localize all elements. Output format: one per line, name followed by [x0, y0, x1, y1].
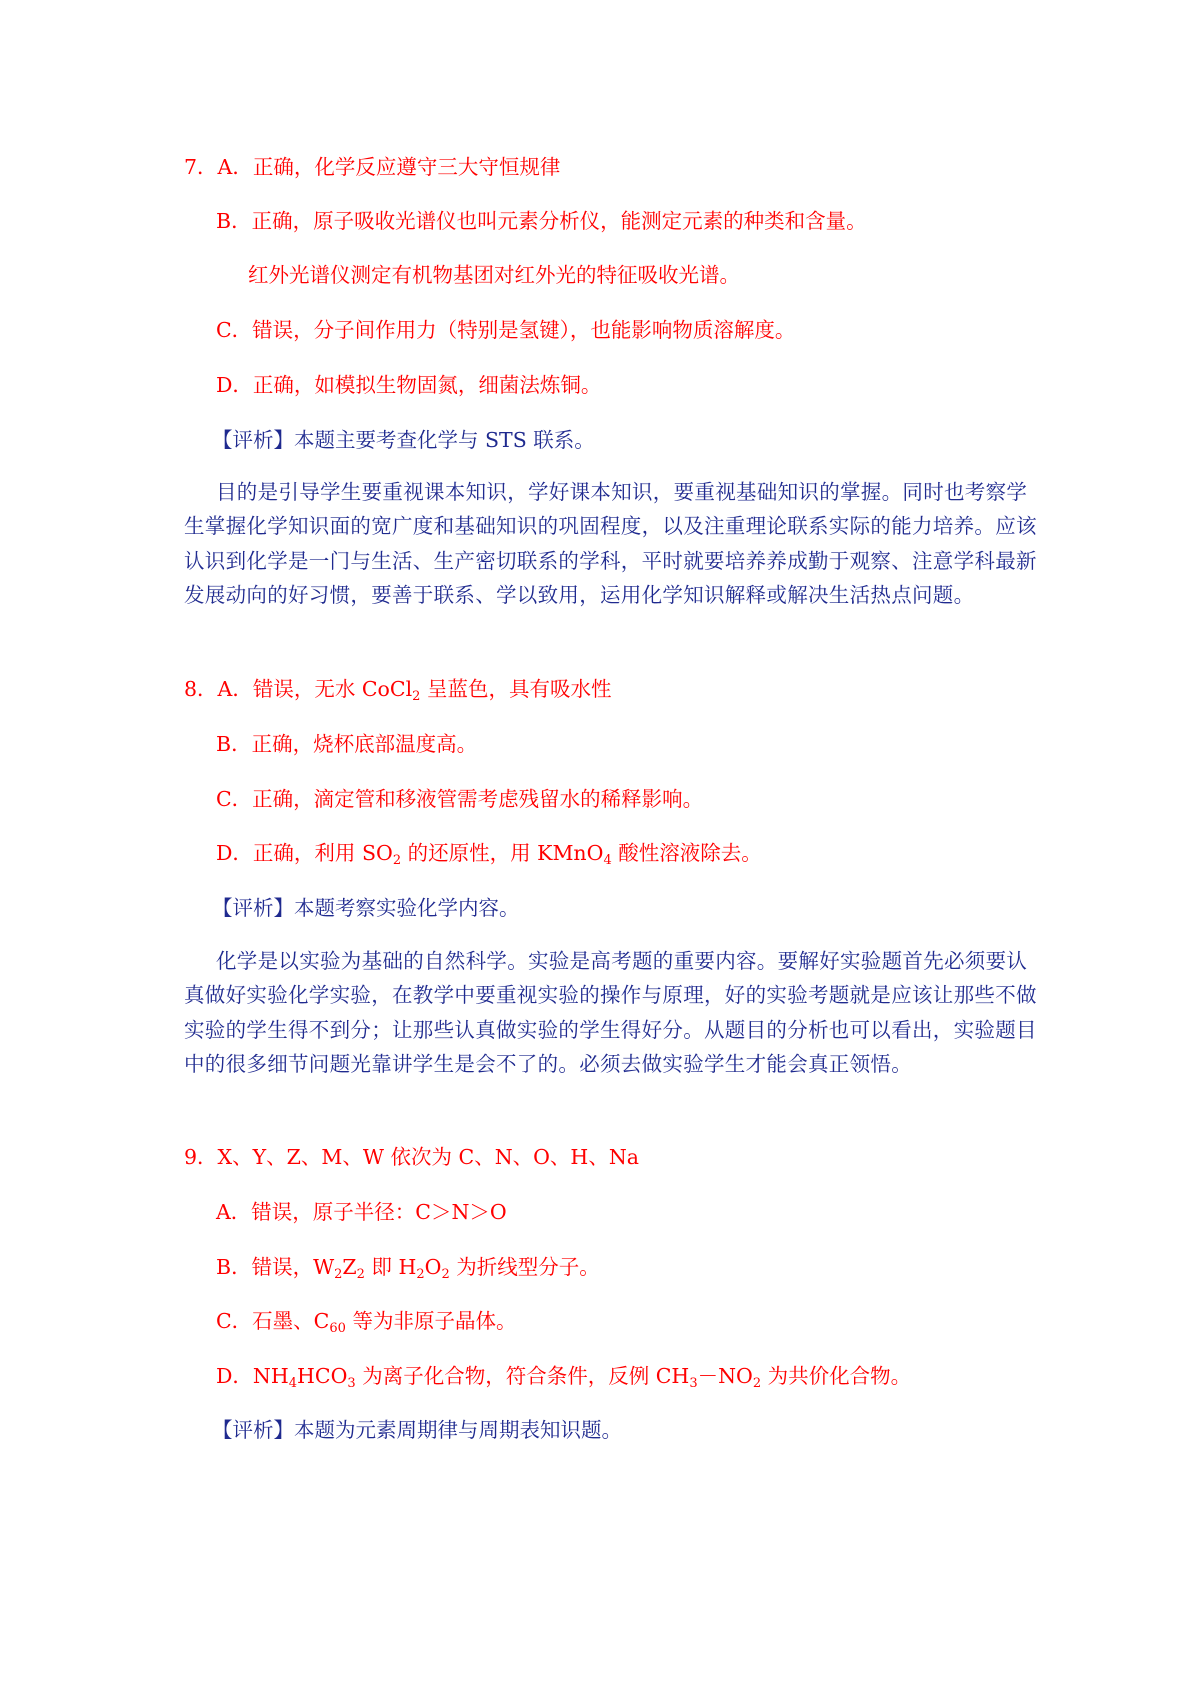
- q8-d-text-2: 的还原性，用 KMnO: [401, 841, 604, 865]
- q9-b-sub-1: 2: [334, 1267, 343, 1282]
- q7-analysis-title: 【评析】本题主要考查化学与 STS 联系。: [212, 428, 595, 452]
- q7-option-b-extra: 红外光谱仪测定有机物基团对红外光的特征吸收光谱。: [248, 263, 740, 287]
- q9-c-text-1: C．石墨、C: [216, 1309, 330, 1333]
- q7-analysis-body: 目的是引导学生要重视课本知识，学好课本知识，要重视基础知识的掌握。同时也考察学生掌握化学知识面的宽广度和基础知识的巩固程度，以及注重理论联系实际的能力培养。应该认识到化学是一门与生活、生产密切联系的学科，平时就要培养养成勤于观察、注意学科最新发展动向的好习惯，要善于联系、学以致用，运用化学知识解释或解决生活热点问题。: [184, 480, 1037, 608]
- q9-c-text-2: 等为非原子晶体。: [345, 1309, 517, 1333]
- q9-d-sub-1: 4: [288, 1376, 298, 1391]
- q8-a-text: 8．A．错误，无水 CoCl: [184, 677, 413, 701]
- q9-d-text-1: D．NH: [216, 1364, 289, 1388]
- q9-b-text-1: B．错误，W: [216, 1255, 335, 1279]
- q9-d-text-4: －NO: [697, 1364, 753, 1388]
- q8-option-b: B．正确，烧杯底部温度高。: [216, 732, 478, 756]
- q9-option-d: [216, 1363, 911, 1389]
- q7-option-b: B．正确，原子吸收光谱仪也叫元素分析仪，能测定元素的种类和含量。: [216, 209, 867, 233]
- q7-option-c: C．错误，分子间作用力（特别是氢键），也能影响物质溶解度。: [216, 318, 796, 342]
- q8-d-sub-1: 2: [392, 853, 402, 868]
- q7-option-d: D．正确，如模拟生物固氮，细菌法炼铜。: [216, 373, 602, 397]
- q8-option-d: [216, 840, 762, 866]
- q9-b-text-3: 即 H: [364, 1255, 417, 1279]
- q8-analysis-title: 【评析】本题考察实验化学内容。: [212, 896, 520, 920]
- q9-b-sub-4: 2: [441, 1267, 450, 1282]
- q9-d-text-2: HCO: [297, 1364, 348, 1388]
- q8-option-c: C．正确，滴定管和移液管需考虑残留水的稀释影响。: [216, 787, 704, 811]
- q9-d-text-3: 为离子化合物，符合条件，反例 CH: [355, 1364, 690, 1388]
- q9-option-b: [216, 1254, 600, 1280]
- q9-intro: 9．X、Y、Z、M、W 依次为 C、N、O、H、Na: [184, 1145, 639, 1169]
- q8-a-sub: 2: [412, 689, 421, 704]
- q9-b-text-4: O: [424, 1255, 442, 1279]
- q9-analysis-title: 【评析】本题为元素周期律与周期表知识题。: [212, 1418, 622, 1442]
- q9-b-text-5: 为折线型分子。: [449, 1255, 600, 1279]
- q9-c-sub-1: 60: [329, 1321, 346, 1336]
- q8-analysis-body: 化学是以实验为基础的自然科学。实验是高考题的重要内容。要解好实验题首先必须要认真做好实验化学实验，在教学中要重视实验的操作与原理，好的实验考题就是应该让那些不做实验的学生得不到分；让那些认真做实验的学生得好分。从题目的分析也可以看出，实验题目中的很多细节问题光靠讲学生是会不了的。必须去做实验学生才能会真正领悟。: [184, 949, 1037, 1077]
- q9-d-sub-4: 2: [752, 1376, 762, 1391]
- q9-option-c: [216, 1308, 516, 1334]
- q8-d-sub-2: 4: [603, 853, 612, 868]
- q7-option-a: 7．A．正确，化学反应遵守三大守恒规律: [184, 155, 561, 179]
- q9-d-text-5: 为共价化合物。: [761, 1364, 912, 1388]
- q8-d-text-1: D．正确，利用 SO: [216, 841, 393, 865]
- q9-b-sub-2: 2: [356, 1267, 365, 1282]
- q8-option-a: [184, 676, 611, 702]
- q9-b-sub-3: 2: [416, 1267, 425, 1282]
- q9-d-sub-3: 3: [689, 1376, 698, 1391]
- q9-option-a: A．错误，原子半径：C＞N＞O: [216, 1200, 507, 1224]
- q9-b-text-2: Z: [342, 1255, 357, 1279]
- q9-d-sub-2: 3: [347, 1376, 356, 1391]
- q8-a-text-end: 呈蓝色，具有吸水性: [420, 677, 612, 701]
- q8-d-text-3: 酸性溶液除去。: [611, 841, 762, 865]
